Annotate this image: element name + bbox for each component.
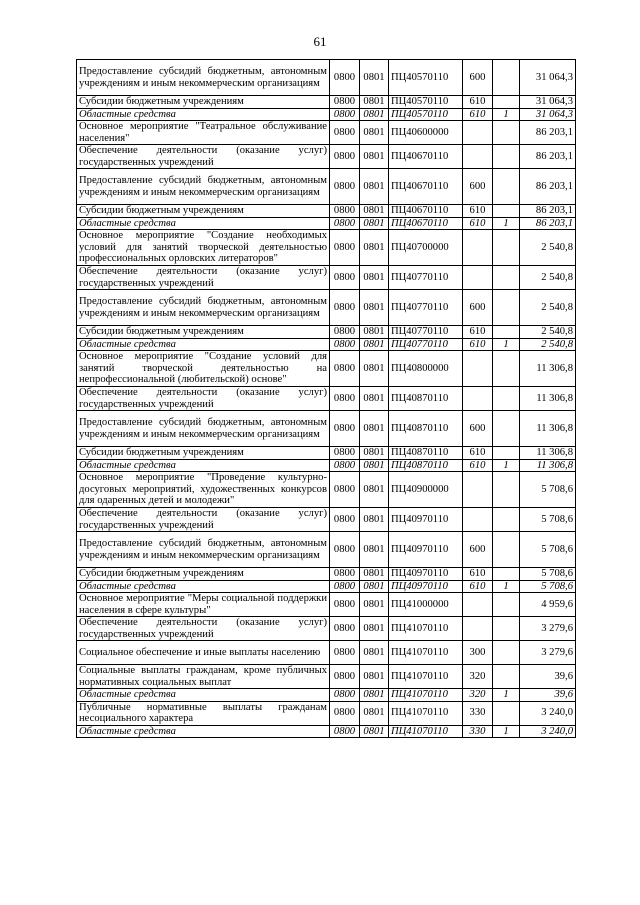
subsection-code-cell: 0801 [360,266,389,290]
section-code-cell: 0800 [330,580,360,593]
amount-cell: 86 203,1 [520,169,576,205]
target-article-cell: ПЦ41070110 [389,641,463,665]
subsection-code-cell: 0801 [360,290,389,326]
target-article-cell: ПЦ40570110 [389,96,463,109]
section-code-cell: 0800 [330,665,360,689]
page-number: 61 [313,34,327,49]
subsection-code-cell: 0801 [360,217,389,230]
expense-type-cell: 610 [463,96,493,109]
amount-cell: 2 540,8 [520,338,576,351]
subsection-code-cell: 0801 [360,387,389,411]
amount-cell: 4 959,6 [520,593,576,617]
amount-cell: 5 708,6 [520,508,576,532]
funding-source-cell [493,411,520,447]
funding-source-cell [493,60,520,96]
expense-type-cell: 610 [463,108,493,121]
expense-type-cell: 330 [463,725,493,738]
section-code-cell: 0800 [330,266,360,290]
target-article-cell: ПЦ40670110 [389,169,463,205]
subsection-code-cell: 0801 [360,351,389,387]
expense-type-cell: 610 [463,338,493,351]
subsection-code-cell: 0801 [360,108,389,121]
item-name-cell: Публичные нормативные выплаты гражданам несоциального характера [77,701,330,725]
section-code-cell: 0800 [330,641,360,665]
expense-type-cell: 600 [463,290,493,326]
section-code-cell: 0800 [330,701,360,725]
subsection-code-cell: 0801 [360,96,389,109]
funding-source-cell [493,447,520,460]
expense-type-cell: 300 [463,641,493,665]
subsection-code-cell: 0801 [360,472,389,508]
expense-type-cell: 320 [463,665,493,689]
amount-cell: 11 306,8 [520,447,576,460]
funding-source-cell [493,145,520,169]
section-code-cell: 0800 [330,145,360,169]
target-article-cell: ПЦ41000000 [389,593,463,617]
funding-source-cell [493,617,520,641]
amount-cell: 2 540,8 [520,326,576,339]
section-code-cell: 0800 [330,205,360,218]
item-name-cell: Областные средства [77,459,330,472]
funding-source-cell [493,532,520,568]
table-row [77,617,576,641]
amount-cell: 5 708,6 [520,568,576,581]
target-article-cell: ПЦ40700000 [389,230,463,266]
section-code-cell: 0800 [330,351,360,387]
budget-allocation-table [76,59,576,738]
target-article-cell: ПЦ41070110 [389,701,463,725]
regional-funds-row [77,580,576,593]
item-name-cell: Областные средства [77,217,330,230]
item-name-cell: Предоставление субсидий бюджетным, автономным учреждениям и иным некоммерческим организациям [77,532,330,568]
table-row [77,121,576,145]
expense-type-cell: 610 [463,205,493,218]
funding-source-cell [493,568,520,581]
section-code-cell: 0800 [330,472,360,508]
item-name-cell: Основное мероприятие "Создание необходимых условий для занятий творческой деятельностью профессиональных орловских литераторов" [77,230,330,266]
table-row [77,230,576,266]
item-name-cell: Предоставление субсидий бюджетным, автономным учреждениям и иным некоммерческим организациям [77,169,330,205]
subsection-code-cell: 0801 [360,60,389,96]
section-code-cell: 0800 [330,326,360,339]
item-name-cell: Областные средства [77,580,330,593]
section-code-cell: 0800 [330,593,360,617]
section-code-cell: 0800 [330,108,360,121]
table-row [77,351,576,387]
subsection-code-cell: 0801 [360,205,389,218]
section-code-cell: 0800 [330,568,360,581]
target-article-cell: ПЦ40870110 [389,447,463,460]
expense-type-cell [463,351,493,387]
amount-cell: 31 064,3 [520,60,576,96]
subsection-code-cell: 0801 [360,447,389,460]
section-code-cell: 0800 [330,387,360,411]
funding-source-cell [493,387,520,411]
target-article-cell: ПЦ40770110 [389,266,463,290]
expense-type-cell [463,387,493,411]
item-name-cell: Субсидии бюджетным учреждениям [77,326,330,339]
target-article-cell: ПЦ40870110 [389,387,463,411]
amount-cell: 3 240,0 [520,701,576,725]
target-article-cell: ПЦ40600000 [389,121,463,145]
subsection-code-cell: 0801 [360,568,389,581]
section-code-cell: 0800 [330,169,360,205]
section-code-cell: 0800 [330,617,360,641]
table-row [77,593,576,617]
target-article-cell: ПЦ40970110 [389,532,463,568]
expense-type-cell: 320 [463,689,493,702]
funding-source-cell: 1 [493,459,520,472]
table-row [77,387,576,411]
subsection-code-cell: 0801 [360,532,389,568]
target-article-cell: ПЦ41070110 [389,665,463,689]
expense-type-cell: 600 [463,532,493,568]
target-article-cell: ПЦ40970110 [389,568,463,581]
table-row [77,145,576,169]
item-name-cell: Субсидии бюджетным учреждениям [77,96,330,109]
table-row [77,411,576,447]
funding-source-cell [493,472,520,508]
subsection-code-cell: 0801 [360,338,389,351]
amount-cell: 31 064,3 [520,96,576,109]
section-code-cell: 0800 [330,290,360,326]
funding-source-cell: 1 [493,338,520,351]
target-article-cell: ПЦ40800000 [389,351,463,387]
expense-type-cell: 610 [463,217,493,230]
amount-cell: 2 540,8 [520,230,576,266]
target-article-cell: ПЦ40570110 [389,60,463,96]
target-article-cell: ПЦ40670110 [389,145,463,169]
item-name-cell: Предоставление субсидий бюджетным, автономным учреждениям и иным некоммерческим организациям [77,411,330,447]
expense-type-cell [463,617,493,641]
item-name-cell: Областные средства [77,689,330,702]
amount-cell: 3 240,0 [520,725,576,738]
item-name-cell: Обеспечение деятельности (оказание услуг) государственных учреждений [77,617,330,641]
target-article-cell: ПЦ40970110 [389,508,463,532]
funding-source-cell [493,641,520,665]
expense-type-cell [463,121,493,145]
subsection-code-cell: 0801 [360,617,389,641]
subsection-code-cell: 0801 [360,169,389,205]
subsection-code-cell: 0801 [360,230,389,266]
table-row [77,326,576,339]
item-name-cell: Основное мероприятие "Проведение культурно-досуговых мероприятий, художественных конкурсов для одаренных детей и молодежи" [77,472,330,508]
item-name-cell: Субсидии бюджетным учреждениям [77,205,330,218]
subsection-code-cell: 0801 [360,689,389,702]
funding-source-cell [493,230,520,266]
item-name-cell: Предоставление субсидий бюджетным, автономным учреждениям и иным некоммерческим организациям [77,60,330,96]
target-article-cell: ПЦ41070110 [389,689,463,702]
funding-source-cell [493,266,520,290]
funding-source-cell [493,121,520,145]
subsection-code-cell: 0801 [360,665,389,689]
amount-cell: 31 064,3 [520,108,576,121]
table-row [77,266,576,290]
table-row [77,701,576,725]
funding-source-cell [493,508,520,532]
amount-cell: 2 540,8 [520,266,576,290]
amount-cell: 11 306,8 [520,351,576,387]
subsection-code-cell: 0801 [360,121,389,145]
section-code-cell: 0800 [330,725,360,738]
amount-cell: 39,6 [520,689,576,702]
subsection-code-cell: 0801 [360,459,389,472]
expense-type-cell [463,508,493,532]
target-article-cell: ПЦ40770110 [389,326,463,339]
item-name-cell: Основное мероприятие "Создание условий для занятий творческой деятельностью на непрофессиональной (любительской) основе" [77,351,330,387]
section-code-cell: 0800 [330,230,360,266]
regional-funds-row [77,338,576,351]
regional-funds-row [77,108,576,121]
item-name-cell: Социальное обеспечение и иные выплаты населению [77,641,330,665]
table-body [77,60,576,738]
table-row [77,532,576,568]
amount-cell: 11 306,8 [520,387,576,411]
funding-source-cell [493,205,520,218]
table-row [77,447,576,460]
funding-source-cell: 1 [493,689,520,702]
amount-cell: 11 306,8 [520,459,576,472]
table-row [77,169,576,205]
funding-source-cell: 1 [493,108,520,121]
amount-cell: 11 306,8 [520,411,576,447]
target-article-cell: ПЦ40770110 [389,290,463,326]
table-row [77,508,576,532]
expense-type-cell: 600 [463,60,493,96]
table-row [77,290,576,326]
section-code-cell: 0800 [330,689,360,702]
table-row [77,641,576,665]
expense-type-cell: 330 [463,701,493,725]
expense-type-cell: 600 [463,169,493,205]
target-article-cell: ПЦ41070110 [389,725,463,738]
funding-source-cell: 1 [493,580,520,593]
amount-cell: 3 279,6 [520,641,576,665]
expense-type-cell: 600 [463,411,493,447]
section-code-cell: 0800 [330,60,360,96]
table-row [77,472,576,508]
section-code-cell: 0800 [330,121,360,145]
expense-type-cell [463,230,493,266]
amount-cell: 86 203,1 [520,217,576,230]
amount-cell: 2 540,8 [520,290,576,326]
amount-cell: 5 708,6 [520,472,576,508]
funding-source-cell [493,351,520,387]
amount-cell: 3 279,6 [520,617,576,641]
funding-source-cell: 1 [493,217,520,230]
section-code-cell: 0800 [330,411,360,447]
table-row [77,96,576,109]
target-article-cell: ПЦ40670110 [389,217,463,230]
funding-source-cell: 1 [493,725,520,738]
item-name-cell: Областные средства [77,338,330,351]
item-name-cell: Основное мероприятие "Меры социальной поддержки населения в сфере культуры" [77,593,330,617]
item-name-cell: Областные средства [77,108,330,121]
funding-source-cell [493,665,520,689]
expense-type-cell: 610 [463,459,493,472]
item-name-cell: Социальные выплаты гражданам, кроме публичных нормативных социальных выплат [77,665,330,689]
expense-type-cell [463,593,493,617]
amount-cell: 86 203,1 [520,205,576,218]
target-article-cell: ПЦ40870110 [389,459,463,472]
section-code-cell: 0800 [330,508,360,532]
funding-source-cell [493,169,520,205]
amount-cell: 5 708,6 [520,532,576,568]
table-row [77,60,576,96]
amount-cell: 5 708,6 [520,580,576,593]
section-code-cell: 0800 [330,338,360,351]
table-row [77,568,576,581]
item-name-cell: Обеспечение деятельности (оказание услуг) государственных учреждений [77,266,330,290]
section-code-cell: 0800 [330,96,360,109]
regional-funds-row [77,689,576,702]
section-code-cell: 0800 [330,447,360,460]
funding-source-cell [493,290,520,326]
expense-type-cell [463,266,493,290]
section-code-cell: 0800 [330,532,360,568]
expense-type-cell: 610 [463,568,493,581]
subsection-code-cell: 0801 [360,508,389,532]
funding-source-cell [493,701,520,725]
item-name-cell: Предоставление субсидий бюджетным, автономным учреждениям и иным некоммерческим организациям [77,290,330,326]
funding-source-cell [493,96,520,109]
section-code-cell: 0800 [330,217,360,230]
expense-type-cell [463,472,493,508]
subsection-code-cell: 0801 [360,145,389,169]
target-article-cell: ПЦ40670110 [389,205,463,218]
target-article-cell: ПЦ41070110 [389,617,463,641]
item-name-cell: Основное мероприятие "Театральное обслуживание населения" [77,121,330,145]
expense-type-cell: 610 [463,447,493,460]
funding-source-cell [493,593,520,617]
target-article-cell: ПЦ40900000 [389,472,463,508]
amount-cell: 86 203,1 [520,145,576,169]
target-article-cell: ПЦ40570110 [389,108,463,121]
expense-type-cell [463,145,493,169]
funding-source-cell [493,326,520,339]
subsection-code-cell: 0801 [360,580,389,593]
table-row [77,205,576,218]
regional-funds-row [77,217,576,230]
subsection-code-cell: 0801 [360,411,389,447]
regional-funds-row [77,725,576,738]
item-name-cell: Обеспечение деятельности (оказание услуг) государственных учреждений [77,145,330,169]
item-name-cell: Обеспечение деятельности (оказание услуг) государственных учреждений [77,387,330,411]
subsection-code-cell: 0801 [360,593,389,617]
expense-type-cell: 610 [463,326,493,339]
item-name-cell: Обеспечение деятельности (оказание услуг) государственных учреждений [77,508,330,532]
regional-funds-row [77,459,576,472]
amount-cell: 86 203,1 [520,121,576,145]
table-row [77,665,576,689]
section-code-cell: 0800 [330,459,360,472]
item-name-cell: Субсидии бюджетным учреждениям [77,568,330,581]
target-article-cell: ПЦ40870110 [389,411,463,447]
subsection-code-cell: 0801 [360,326,389,339]
target-article-cell: ПЦ40970110 [389,580,463,593]
target-article-cell: ПЦ40770110 [389,338,463,351]
amount-cell: 39,6 [520,665,576,689]
item-name-cell: Областные средства [77,725,330,738]
item-name-cell: Субсидии бюджетным учреждениям [77,447,330,460]
expense-type-cell: 610 [463,580,493,593]
subsection-code-cell: 0801 [360,725,389,738]
subsection-code-cell: 0801 [360,641,389,665]
subsection-code-cell: 0801 [360,701,389,725]
